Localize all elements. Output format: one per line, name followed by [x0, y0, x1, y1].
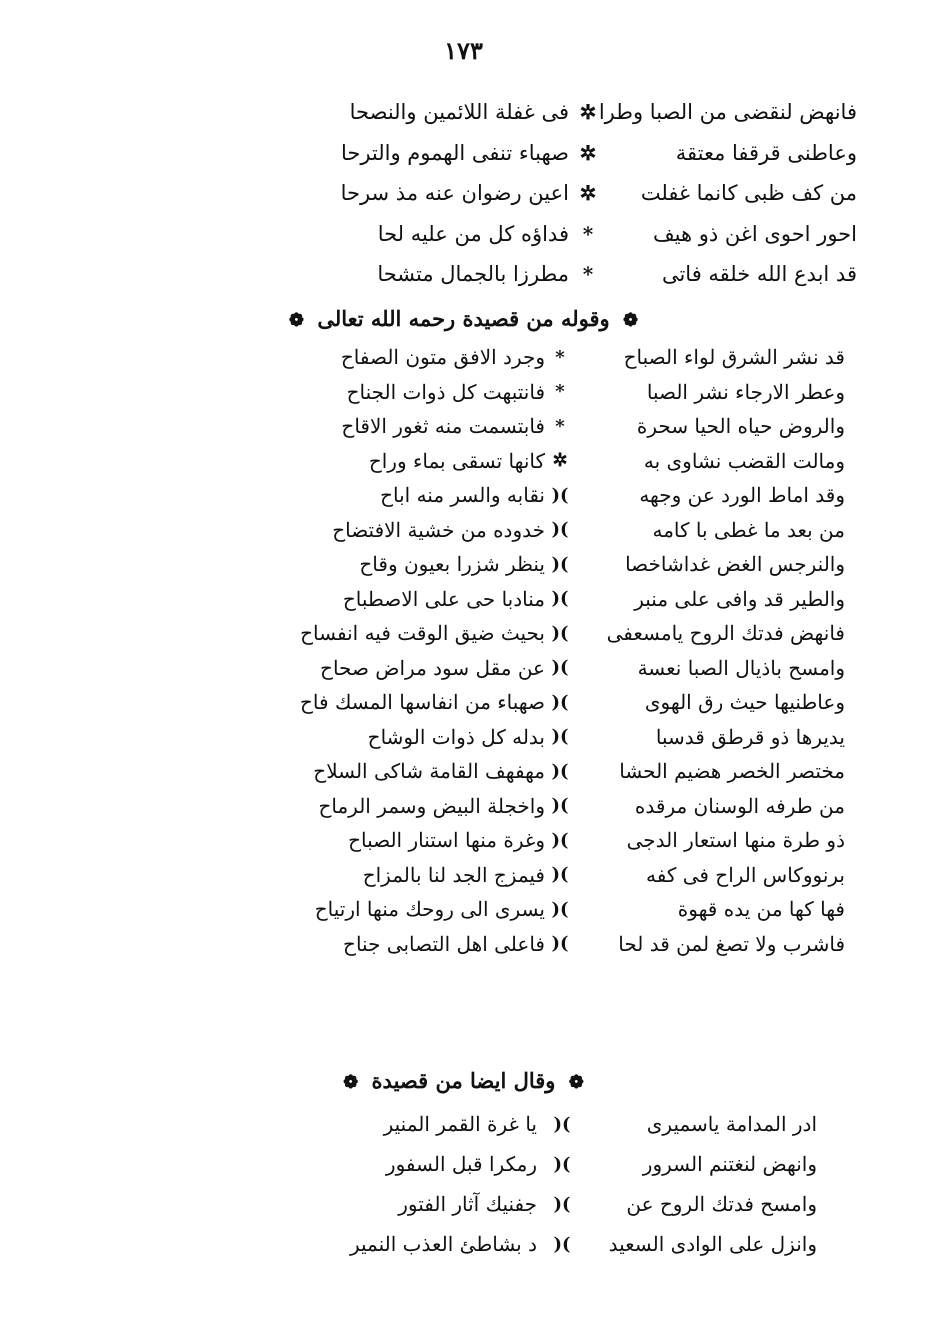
verse-line — [327, 1184, 817, 1224]
verse-line — [300, 616, 845, 651]
hemistich-first: وعطر الارجاء نشر الصبا — [646, 379, 845, 404]
hemistich-second: فداؤه كل من عليه لحا — [377, 221, 569, 246]
ornament-icon: ❁ — [568, 1072, 584, 1093]
hemistich-second: بدله كل ذوات الوشاح — [367, 724, 545, 749]
hemistich-second: يا غرة القمر المنير — [383, 1112, 537, 1136]
hemistich-second: خدوده من خشية الافتضاح — [332, 517, 545, 542]
hemistich-second: يسرى الى روحك منها ارتياح — [314, 897, 545, 922]
hemistich-first: والنرجس الغض غداشاخصا — [625, 552, 845, 577]
hemistich-second: وجرد الافق متون الصفاح — [340, 345, 545, 370]
verse-line — [300, 789, 845, 824]
hemistich-second: فاعلى اهل التصابى جناح — [343, 931, 545, 956]
verse-line — [300, 685, 845, 720]
verse-separator: ✲ — [579, 181, 597, 206]
hemistich-first: فانهض لنقضى من الصبا وطرا — [598, 100, 857, 125]
section-heading-text: وقوله من قصيدة رحمه الله تعالى — [317, 306, 610, 331]
verse-separator: )( — [551, 898, 569, 920]
verse-line — [300, 375, 845, 410]
verse-line — [300, 720, 845, 755]
hemistich-second: مهفهف القامة شاكى السلاح — [313, 759, 545, 784]
hemistich-first: يديرها ذو قرطق قدسبا — [655, 724, 845, 749]
hemistich-second: جفنيك آثار الفتور — [398, 1192, 537, 1216]
verse-line — [297, 214, 857, 255]
hemistich-first: احور احوى اغن ذو هيف — [652, 221, 857, 246]
hemistich-first: ادر المدامة ياسميرى — [646, 1112, 817, 1136]
hemistich-second: بحيث ضيق الوقت فيه انفساح — [300, 621, 545, 646]
ornament-icon: ❁ — [343, 1072, 359, 1093]
verse-separator: ✲ — [579, 140, 597, 165]
verse-separator: )( — [551, 588, 569, 610]
section-heading-text: وقال ايضا من قصيدة — [371, 1068, 556, 1093]
hemistich-second: نقابه والسر منه اباح — [380, 483, 545, 508]
hemistich-second: ينظر شزرا بعيون وقاح — [359, 552, 545, 577]
verse-line — [300, 409, 845, 444]
verse-separator: )( — [553, 1113, 571, 1135]
hemistich-first: وانهض لنغتنم السرور — [642, 1152, 817, 1176]
hemistich-second: صهباء تنفى الهموم والترحا — [340, 140, 569, 165]
poem-section-2 — [300, 340, 845, 961]
verse-line — [300, 340, 845, 375]
hemistich-first: والطير قد وافى على منبر — [634, 586, 845, 611]
verse-separator: )( — [551, 795, 569, 817]
section-heading — [0, 1068, 927, 1093]
verse-separator: )( — [551, 933, 569, 955]
hemistich-first: قد ابدع الله خلقه فاتى — [661, 262, 857, 287]
verse-line — [300, 547, 845, 582]
verse-line — [297, 133, 857, 174]
hemistich-first: برنووكاس الراح فى كفه — [645, 862, 845, 887]
verse-separator: * — [555, 346, 565, 368]
verse-separator: * — [582, 221, 594, 246]
hemistich-second: كانها تسقى بماء وراح — [368, 448, 545, 473]
verse-separator: * — [555, 381, 565, 403]
verse-line — [300, 823, 845, 858]
hemistich-second: مطرزا بالجمال متشحا — [377, 262, 569, 287]
verse-line — [300, 927, 845, 962]
hemistich-first: من طرفه الوسنان مرقده — [634, 793, 845, 818]
verse-separator: )( — [551, 760, 569, 782]
verse-separator: )( — [551, 864, 569, 886]
hemistich-first: وانزل على الوادى السعيد — [608, 1232, 817, 1256]
ornament-icon: ❁ — [622, 310, 639, 331]
hemistich-second: فابتسمت منه ثغور الاقاح — [341, 414, 545, 439]
verse-separator: )( — [553, 1233, 571, 1255]
hemistich-second: فانتبهت كل ذوات الجناح — [346, 379, 545, 404]
verse-separator: )( — [551, 484, 569, 506]
verse-line — [300, 754, 845, 789]
hemistich-second: اعين رضوان عنه مذ سرحا — [340, 181, 569, 206]
hemistich-first: وعاطنى قرقفا معتقة — [675, 140, 857, 165]
verse-separator: * — [555, 415, 565, 437]
hemistich-first: ومالت القضب نشاوى به — [643, 448, 845, 473]
verse-separator: )( — [551, 622, 569, 644]
hemistich-first: فانهض فدتك الروح يامسعفى — [606, 621, 845, 646]
verse-line — [297, 254, 857, 295]
verse-line — [300, 892, 845, 927]
verse-line — [327, 1224, 817, 1264]
hemistich-first: وعاطنيها حيث رق الهوى — [644, 690, 845, 715]
verse-separator: )( — [551, 519, 569, 541]
hemistich-first: ذو طرة منها استعار الدجى — [626, 828, 845, 853]
hemistich-second: عن مقل سود مراض صحاح — [320, 655, 545, 680]
hemistich-second: منادبا حى على الاصطباح — [342, 586, 545, 611]
verse-separator: )( — [551, 553, 569, 575]
hemistich-first: مختصر الخصر هضيم الحشا — [619, 759, 845, 784]
verse-line — [327, 1144, 817, 1184]
verse-separator: ✲ — [552, 450, 568, 472]
verse-separator: )( — [553, 1193, 571, 1215]
verse-line — [297, 92, 857, 133]
hemistich-second: د بشاطئ العذب النمير — [349, 1232, 537, 1256]
verse-line — [327, 1104, 817, 1144]
verse-line — [300, 858, 845, 893]
hemistich-first: فها كها من يده قهوة — [677, 897, 845, 922]
verse-line — [297, 173, 857, 214]
hemistich-second: فى غفلة اللائمين والنصحا — [349, 100, 569, 125]
verse-line — [300, 513, 845, 548]
verse-line — [300, 444, 845, 479]
hemistich-first: وامسح فدتك الروح عن — [626, 1192, 817, 1216]
hemistich-first: من كف ظبى كانما غفلت — [640, 181, 857, 206]
verse-line — [300, 478, 845, 513]
hemistich-second: واخجلة البيض وسمر الرماح — [318, 793, 545, 818]
hemistich-second: وغرة منها استنار الصباح — [348, 828, 545, 853]
hemistich-first: وامسح باذيال الصبا نعسة — [637, 655, 845, 680]
verse-separator: )( — [551, 691, 569, 713]
section-heading — [0, 306, 927, 331]
page-number: ١٧٣ — [444, 36, 483, 65]
verse-separator: * — [582, 262, 594, 287]
verse-separator: ✲ — [579, 100, 597, 125]
hemistich-second: فيمزج الجد لنا بالمزاح — [362, 862, 545, 887]
hemistich-second: رمكرا قبل السفور — [385, 1152, 537, 1176]
hemistich-second: صهباء من انفاسها المسك فاح — [300, 690, 545, 715]
hemistich-first: قد نشر الشرق لواء الصباح — [623, 345, 845, 370]
hemistich-first: فاشرب ولا تصغ لمن قد لحا — [618, 931, 845, 956]
verse-separator: )( — [553, 1153, 571, 1175]
verse-separator: )( — [551, 829, 569, 851]
hemistich-first: والروض حياه الحيا سحرة — [636, 414, 845, 439]
verse-line — [300, 582, 845, 617]
hemistich-first: من بعد ما غطى با كامه — [652, 517, 845, 542]
verse-separator: )( — [551, 657, 569, 679]
poem-section-3 — [327, 1104, 817, 1264]
ornament-icon: ❁ — [288, 310, 305, 331]
poem-section-1 — [297, 92, 857, 295]
verse-separator: )( — [551, 726, 569, 748]
hemistich-first: وقد اماط الورد عن وجهه — [639, 483, 845, 508]
verse-line — [300, 651, 845, 686]
